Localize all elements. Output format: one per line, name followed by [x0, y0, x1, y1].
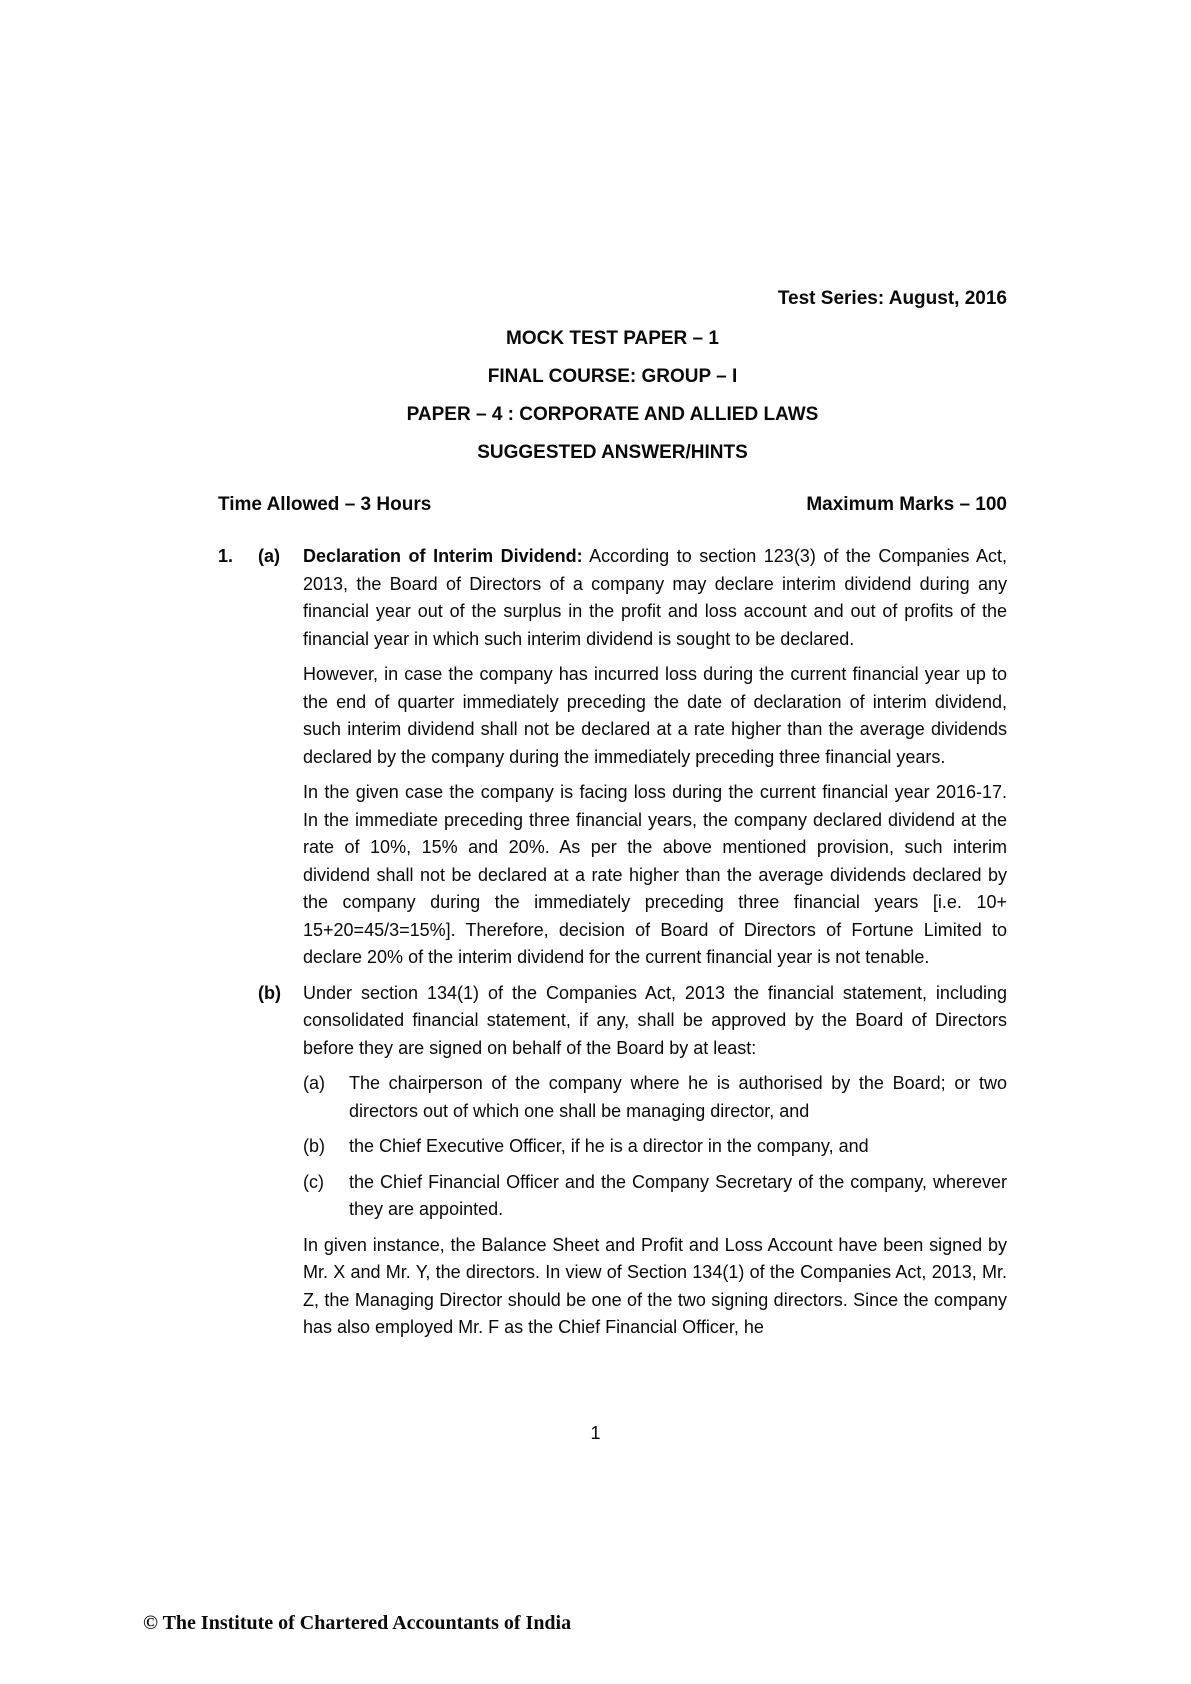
answer-body	[218, 543, 1007, 1342]
part-b-closing-paragraph: In given instance, the Balance Sheet and Profit and Loss Account have been signed by Mr. X and Mr. Y, the directors. In view of Section 134(1) of the Companies Act, 2013, Mr. Z, the Managing Director should be one of the two signing directors. Since the company has also employed Mr. F as the Chief Financial Officer, he	[303, 1234, 1007, 1337]
part-a-label: (a)	[258, 546, 280, 566]
maximum-marks-label: Maximum Marks – 100	[806, 494, 1007, 515]
sub-item-a-row	[303, 1070, 1007, 1125]
doc-title-line-2: FINAL COURSE: GROUP – I	[487, 366, 738, 387]
sub-item-c-text: the Chief Financial Officer and the Company Secretary of the company, wherever they are appointed.	[349, 1171, 1007, 1219]
sub-item-b-label: (b)	[303, 1136, 325, 1156]
part-a-paragraph-2: However, in case the company has incurred loss during the current financial year up to the end of quarter immediately preceding the date of declaration of interim dividend, such interim dividend shall not be declared at a rate higher than the average dividends declared by the company during the immediately preceding three financial years.	[303, 664, 1007, 767]
part-a-paragraph-1	[303, 543, 1007, 653]
test-series-line: Test Series: August, 2016	[777, 288, 1007, 309]
question-1-part-b-row	[218, 980, 1007, 1342]
doc-title-line-3: PAPER – 4 : CORPORATE AND ALLIED LAWS	[406, 404, 819, 425]
sub-item-c-row	[303, 1169, 1007, 1224]
sub-item-b-row	[303, 1133, 1007, 1161]
copyright-footer: © The Institute of Chartered Accountants of India	[143, 1612, 572, 1634]
doc-title-line-4: SUGGESTED ANSWER/HINTS	[477, 442, 748, 463]
sub-item-b-text: the Chief Executive Officer, if he is a director in the company, and	[349, 1136, 869, 1156]
doc-title-line-1: MOCK TEST PAPER – 1	[506, 328, 719, 349]
sub-item-a-text: The chairperson of the company where he is authorised by the Board; or two directors out of which one shall be managing director, and	[349, 1073, 1007, 1121]
part-a-paragraph-1-text: According to section 123(3) of the Companies Act, 2013, the Board of Directors of a company may declare interim dividend during any financial year out of the surplus in the profit and loss account and out of profits of the financial year in which such interim dividend is sought to be declared.	[303, 546, 1007, 649]
part-b-content	[303, 980, 1007, 1342]
time-allowed-label: Time Allowed – 3 Hours	[218, 494, 432, 515]
part-b-intro-paragraph: Under section 134(1) of the Companies Act, 2013 the financial statement, including consolidated financial statement, if any, shall be approved by the Board of Directors before they are signed on behalf of the Board by at least:	[303, 982, 1007, 1058]
question-number: 1.	[218, 546, 234, 566]
sub-item-a-label: (a)	[303, 1073, 325, 1093]
part-a-lead-heading: Declaration of Interim Dividend:	[303, 546, 583, 566]
part-a-paragraph-3: In the given case the company is facing loss during the current financial year 2016-17. In the immediate preceding three financial years, the company declared dividend at the rate of 10%, 15% and 20%. As per the above mentioned provision, such interim dividend shall not be declared at a rate higher than the average dividends declared by the company during the immediately preceding three financial years [i.e. 10+ 15+20=45/3=15%]. Therefore, decision of Board of Directors of Fortune Limited to declare 20% of the interim dividend for the current financial year is not tenable.	[303, 782, 1007, 967]
question-1-part-a-row	[218, 543, 1007, 972]
page-number: 1	[590, 1423, 601, 1443]
time-marks-row	[218, 494, 1007, 516]
sub-item-c-label: (c)	[303, 1171, 324, 1192]
part-a-content	[303, 543, 1007, 972]
part-b-label: (b)	[258, 982, 281, 1003]
